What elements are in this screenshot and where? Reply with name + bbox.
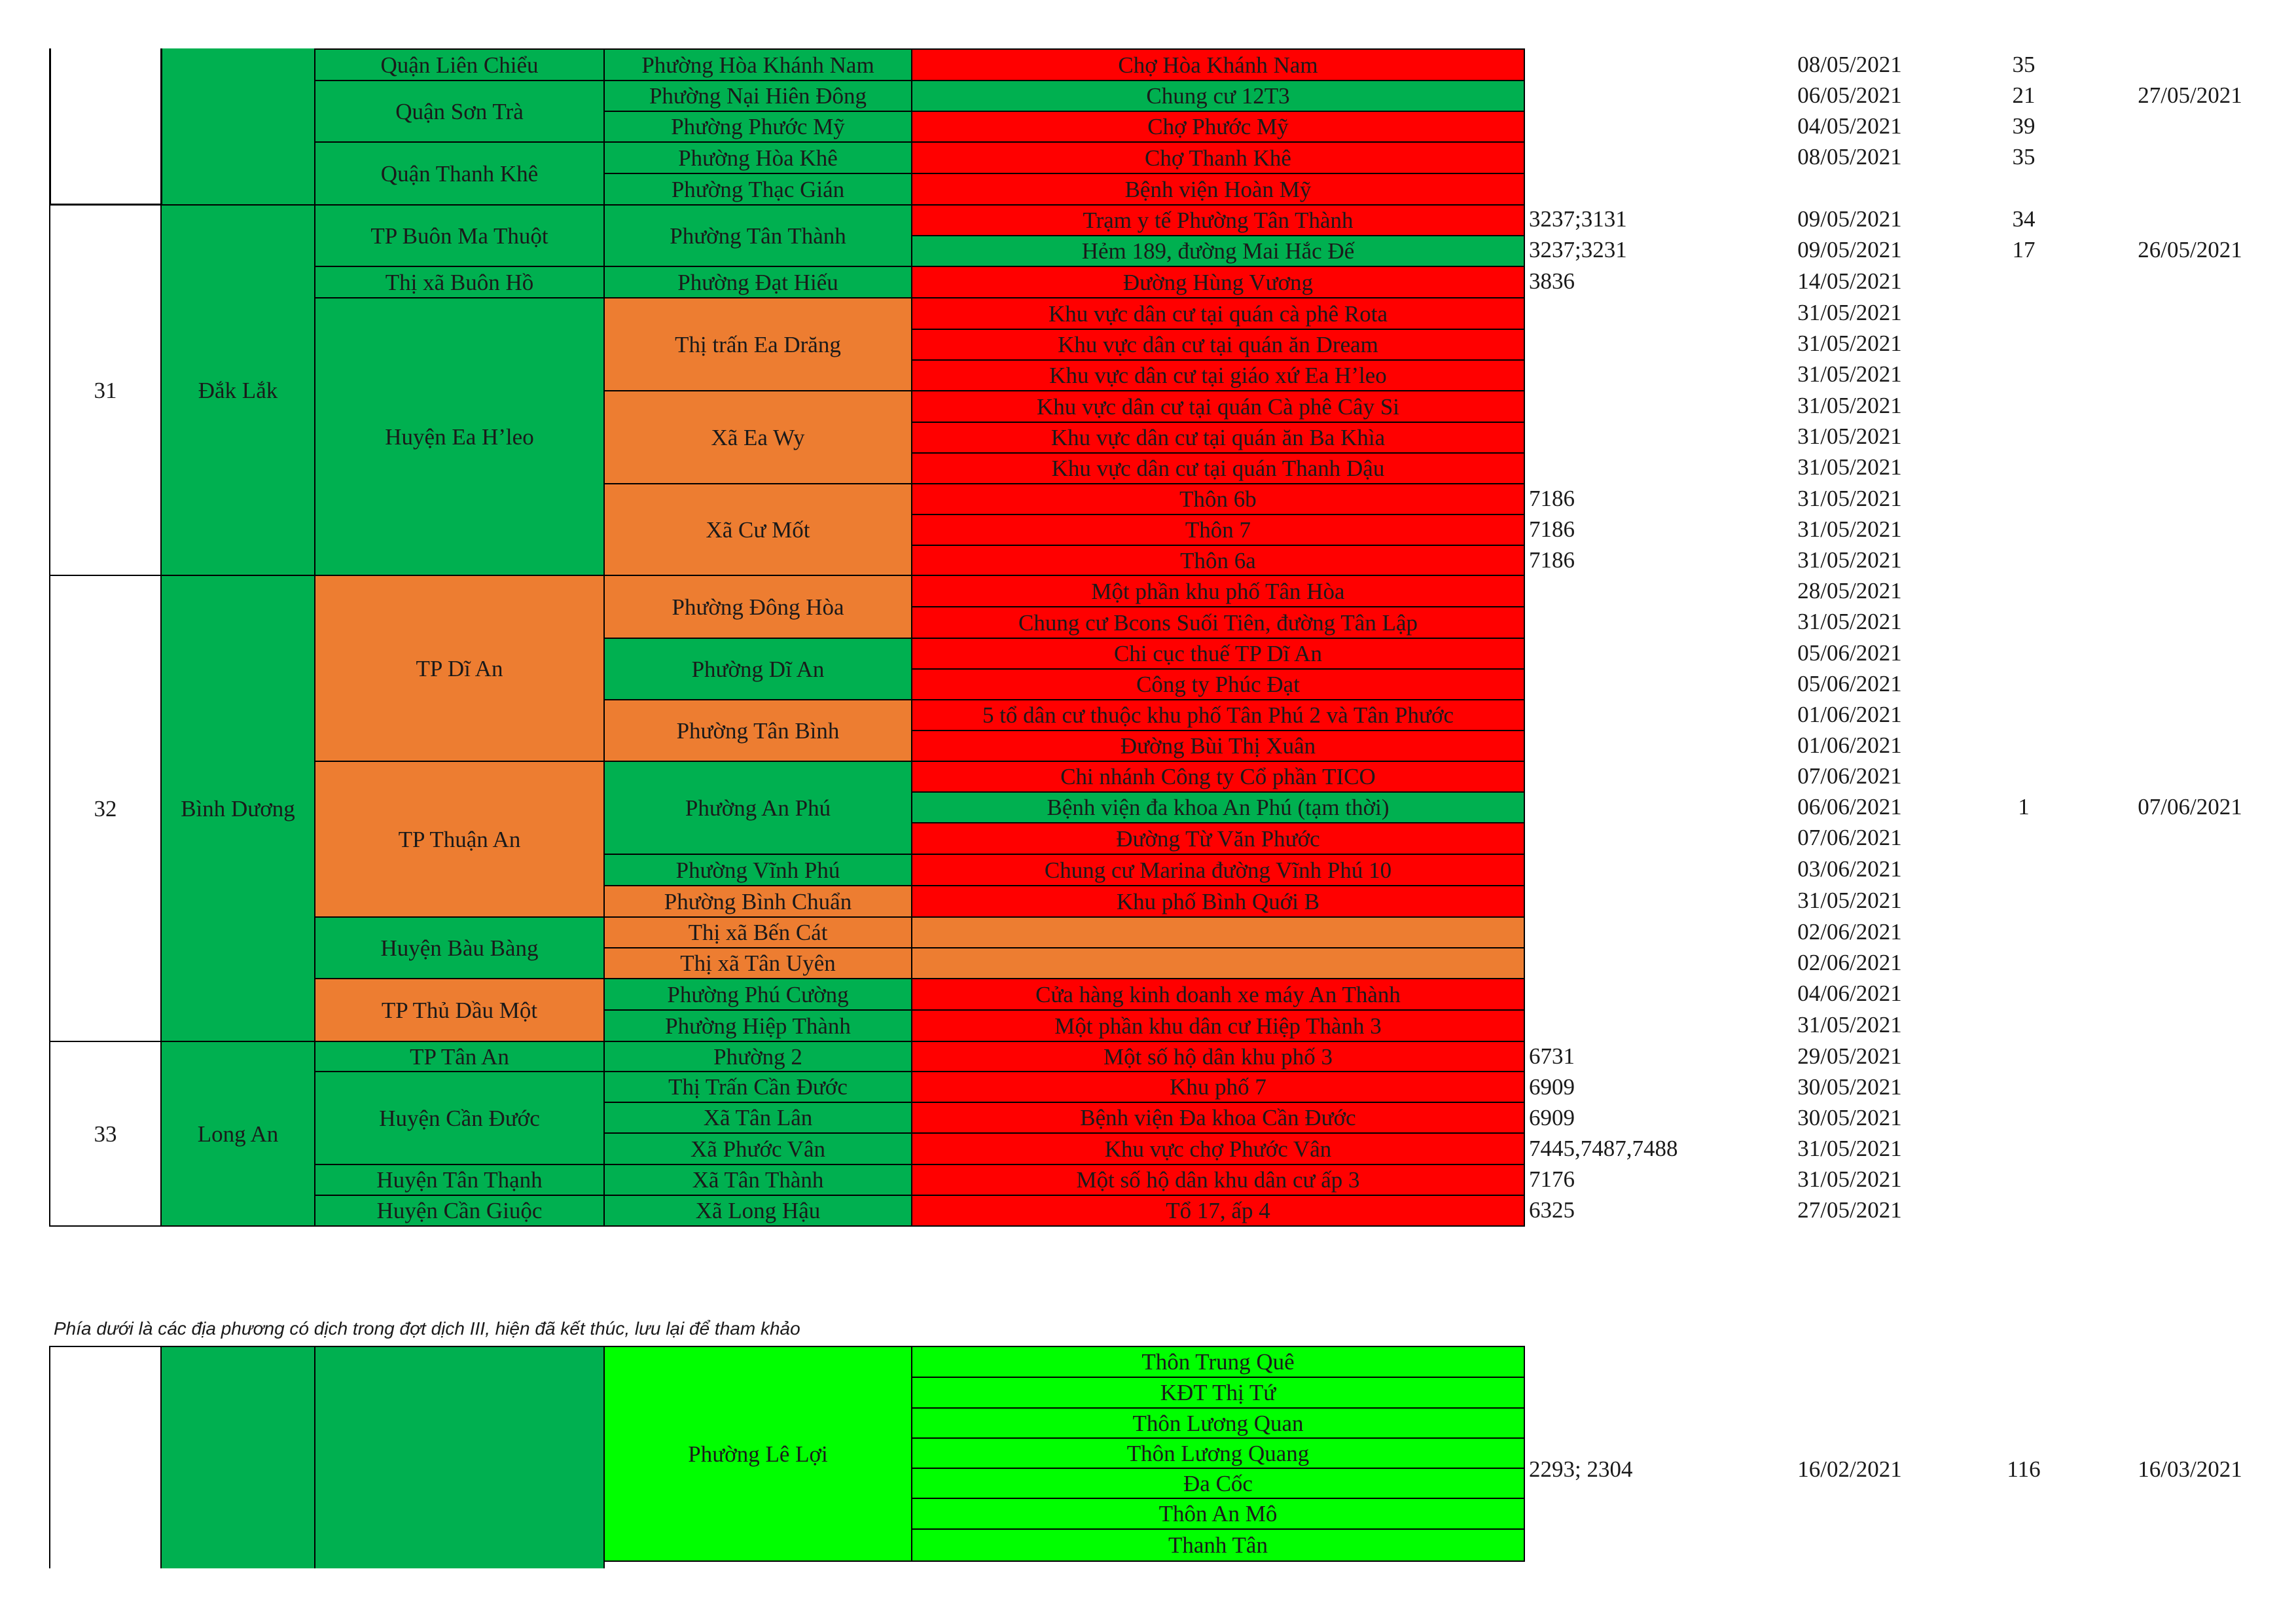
- code-text: 3237;3131: [1529, 206, 1627, 232]
- province-number-cell: 33: [49, 1041, 162, 1227]
- ward-cell: Thị xã Tân Uyên: [603, 947, 912, 979]
- archived-ward-cell: Phường Lê Lợi: [603, 1346, 912, 1562]
- location-cell: [911, 947, 1525, 979]
- archived-end-date-text: 16/03/2021: [2138, 1456, 2242, 1482]
- ward-cell: Phường Phú Cường: [603, 978, 912, 1011]
- ward-cell: Phường Bình Chuẩn: [603, 885, 912, 918]
- ward-cell: Phường Tân Bình: [603, 699, 912, 762]
- date-text: 27/05/2021: [1797, 1197, 1902, 1223]
- location-cell: Bệnh viện đa khoa An Phú (tạm thời): [911, 791, 1525, 823]
- ward-cell: Phường Đạt Hiếu: [603, 266, 912, 298]
- ward-cell: Xã Cư Mốt: [603, 483, 912, 576]
- location-cell: Khu vực chợ Phước Vân: [911, 1132, 1525, 1165]
- location-cell: Chung cư Bcons Suối Tiên, đường Tân Lập: [911, 606, 1525, 639]
- date-text: 31/05/2021: [1797, 393, 1902, 418]
- ward-cell: Xã Tân Thành: [603, 1164, 912, 1196]
- ward-cell: Phường An Phú: [603, 761, 912, 855]
- archived-location-cell: Thanh Tân: [911, 1528, 1525, 1562]
- date-text: 06/06/2021: [1797, 794, 1902, 820]
- date-text: 01/06/2021: [1797, 702, 1902, 727]
- date-text: 31/05/2021: [1797, 609, 1902, 634]
- location-cell: Thôn 7: [911, 514, 1525, 546]
- ward-cell: Phường Nại Hiên Đông: [603, 80, 912, 112]
- location-cell: Khu vực dân cư tại giáo xứ Ea H’leo: [911, 359, 1525, 391]
- location-cell: Bệnh viện Đa khoa Cần Đước: [911, 1102, 1525, 1134]
- location-cell: Chợ Thanh Khê: [911, 141, 1525, 174]
- location-cell: Đường Hùng Vương: [911, 266, 1525, 298]
- archive-note: Phía dưới là các địa phương có dịch trong đợt dịch III, hiện đã kết thúc, lưu lại để tham khảo: [54, 1318, 800, 1339]
- location-cell: Đường Bùi Thị Xuân: [911, 730, 1525, 762]
- end-date-text: 27/05/2021: [2138, 82, 2242, 108]
- date-text: 31/05/2021: [1797, 547, 1902, 573]
- count-text: 35: [2012, 144, 2036, 170]
- code-text: 6909: [1529, 1074, 1575, 1100]
- ward-cell: Xã Phước Vân: [603, 1132, 912, 1165]
- district-cell: TP Thủ Dầu Một: [314, 978, 605, 1042]
- date-text: 30/05/2021: [1797, 1105, 1902, 1130]
- date-text: 14/05/2021: [1797, 268, 1902, 294]
- archived-date-text: 16/02/2021: [1797, 1456, 1902, 1482]
- count-text: 1: [2018, 794, 2030, 820]
- count-text: 34: [2012, 206, 2036, 232]
- location-cell: Một phần khu phố Tân Hòa: [911, 575, 1525, 607]
- ward-cell: Phường Phước Mỹ: [603, 111, 912, 143]
- location-cell: Chung cư 12T3: [911, 80, 1525, 112]
- location-cell: Khu vực dân cư tại quán cà phê Rota: [911, 297, 1525, 330]
- location-cell: Thôn 6b: [911, 483, 1525, 515]
- date-text: 31/05/2021: [1797, 331, 1902, 356]
- ward-cell: Phường Dĩ An: [603, 638, 912, 700]
- end-date-text: 26/05/2021: [2138, 237, 2242, 262]
- location-cell: Một số hộ dân khu dân cư ấp 3: [911, 1164, 1525, 1196]
- district-cell: Huyện Tân Thạnh: [314, 1164, 605, 1196]
- date-text: 31/05/2021: [1797, 361, 1902, 387]
- date-text: 31/05/2021: [1797, 424, 1902, 449]
- code-text: 7186: [1529, 486, 1575, 511]
- date-text: 01/06/2021: [1797, 732, 1902, 758]
- ward-cell: Xã Long Hậu: [603, 1195, 912, 1227]
- archived-location-cell: Thôn Lương Quang: [911, 1437, 1525, 1469]
- date-text: 04/05/2021: [1797, 113, 1902, 139]
- ward-cell: Xã Ea Wy: [603, 390, 912, 484]
- location-cell: Chi nhánh Công ty Cổ phần TICO: [911, 761, 1525, 793]
- ward-cell: Phường Tân Thành: [603, 204, 912, 267]
- date-text: 09/05/2021: [1797, 237, 1902, 262]
- location-cell: Bệnh viện Hoàn Mỹ: [911, 173, 1525, 206]
- code-text: 6731: [1529, 1043, 1575, 1069]
- count-text: 35: [2012, 52, 2036, 77]
- date-text: 09/05/2021: [1797, 206, 1902, 232]
- archived-count-text: 116: [2007, 1456, 2041, 1482]
- ward-cell: Thị Trấn Cần Đước: [603, 1071, 912, 1103]
- date-text: 02/06/2021: [1797, 950, 1902, 975]
- end-date-text: 07/06/2021: [2138, 794, 2242, 820]
- ward-cell: Thị xã Bến Cát: [603, 916, 912, 948]
- location-cell: Chi cục thuế TP Dĩ An: [911, 638, 1525, 670]
- table-left-border: [49, 48, 51, 206]
- district-cell: Huyện Cần Giuộc: [314, 1195, 605, 1227]
- date-text: 31/05/2021: [1797, 1136, 1902, 1161]
- code-text: 7176: [1529, 1166, 1575, 1192]
- date-text: 08/05/2021: [1797, 144, 1902, 170]
- code-text: 7186: [1529, 547, 1575, 573]
- ward-cell: Phường Đông Hòa: [603, 575, 912, 639]
- location-cell: Thôn 6a: [911, 545, 1525, 576]
- date-text: 31/05/2021: [1797, 1166, 1902, 1192]
- district-cell: TP Tân An: [314, 1041, 605, 1072]
- date-text: 07/06/2021: [1797, 825, 1902, 850]
- date-text: 07/06/2021: [1797, 763, 1902, 789]
- date-text: 05/06/2021: [1797, 671, 1902, 696]
- location-cell: 5 tổ dân cư thuộc khu phố Tân Phú 2 và Tân Phước: [911, 699, 1525, 731]
- location-cell: Đường Từ Văn Phước: [911, 822, 1525, 855]
- archived-location-cell: Thôn An Mô: [911, 1498, 1525, 1530]
- archived-location-cell: Đa Cốc: [911, 1468, 1525, 1499]
- date-text: 06/05/2021: [1797, 82, 1902, 108]
- province-number-cell: 32: [49, 575, 162, 1042]
- date-text: 03/06/2021: [1797, 856, 1902, 882]
- location-cell: Khu vực dân cư tại quán ăn Dream: [911, 329, 1525, 361]
- date-text: 31/05/2021: [1797, 454, 1902, 480]
- date-text: 08/05/2021: [1797, 52, 1902, 77]
- location-cell: Khu vực dân cư tại quán Thanh Dậu: [911, 452, 1525, 484]
- location-cell: Công ty Phúc Đạt: [911, 668, 1525, 700]
- district-cell: Quận Sơn Trà: [314, 80, 605, 143]
- code-text: 7186: [1529, 516, 1575, 542]
- archived-district-cell: [314, 1346, 605, 1568]
- date-text: 30/05/2021: [1797, 1074, 1902, 1100]
- location-cell: Hẻm 189, đường Mai Hắc Đế: [911, 235, 1525, 267]
- district-cell: Quận Thanh Khê: [314, 141, 605, 206]
- district-cell: Huyện Bàu Bàng: [314, 916, 605, 979]
- code-text: 6909: [1529, 1105, 1575, 1130]
- location-cell: Trạm y tế Phường Tân Thành: [911, 204, 1525, 236]
- date-text: 31/05/2021: [1797, 1012, 1902, 1038]
- date-text: 05/06/2021: [1797, 640, 1902, 666]
- location-cell: Tổ 17, ấp 4: [911, 1195, 1525, 1227]
- date-text: 04/06/2021: [1797, 981, 1902, 1006]
- date-text: 31/05/2021: [1797, 486, 1902, 511]
- district-cell: Quận Liên Chiểu: [314, 48, 605, 81]
- ward-cell: Phường Thạc Gián: [603, 173, 912, 206]
- archived-province-cell: [160, 1346, 315, 1568]
- code-text: 6325: [1529, 1197, 1575, 1223]
- district-cell: Huyện Ea H’leo: [314, 297, 605, 576]
- count-text: 21: [2012, 82, 2036, 108]
- district-cell: TP Buôn Ma Thuột: [314, 204, 605, 267]
- district-cell: TP Thuận An: [314, 761, 605, 918]
- archived-location-cell: Thôn Trung Quê: [911, 1346, 1525, 1378]
- archived-location-cell: KĐT Thị Tứ: [911, 1377, 1525, 1409]
- location-cell: Chợ Phước Mỹ: [911, 111, 1525, 143]
- ward-cell: Xã Tân Lân: [603, 1102, 912, 1134]
- location-cell: Một số hộ dân khu phố 3: [911, 1041, 1525, 1072]
- location-cell: [911, 916, 1525, 948]
- archived-code-text: 2293; 2304: [1529, 1456, 1633, 1482]
- province-number-cell: 31: [49, 204, 162, 576]
- date-text: 28/05/2021: [1797, 578, 1902, 604]
- date-text: 31/05/2021: [1797, 300, 1902, 325]
- date-text: 31/05/2021: [1797, 516, 1902, 542]
- location-cell: Khu vực dân cư tại quán Cà phê Cây Si: [911, 390, 1525, 423]
- count-text: 39: [2012, 113, 2036, 139]
- district-cell: TP Dĩ An: [314, 575, 605, 762]
- district-cell: Huyện Cần Đước: [314, 1071, 605, 1165]
- code-text: 3237;3231: [1529, 237, 1627, 262]
- code-text: 7445,7487,7488: [1529, 1136, 1678, 1161]
- location-cell: Chợ Hòa Khánh Nam: [911, 48, 1525, 81]
- ward-cell: Thị trấn Ea Drăng: [603, 297, 912, 391]
- location-cell: Một phần khu dân cư Hiệp Thành 3: [911, 1009, 1525, 1042]
- ward-cell: Phường Vĩnh Phú: [603, 854, 912, 886]
- ward-cell: Phường Hòa Khánh Nam: [603, 48, 912, 81]
- ward-cell: Phường Hiệp Thành: [603, 1009, 912, 1042]
- code-text: 3836: [1529, 268, 1575, 294]
- location-cell: Cửa hàng kinh doanh xe máy An Thành: [911, 978, 1525, 1011]
- province-cell: Bình Dương: [160, 575, 315, 1042]
- location-cell: Khu vực dân cư tại quán ăn Ba Khìa: [911, 422, 1525, 454]
- province-cell: Long An: [160, 1041, 315, 1227]
- archived-number-cell: [49, 1346, 162, 1568]
- location-cell: Chung cư Marina đường Vĩnh Phú 10: [911, 854, 1525, 886]
- province-cell: [161, 48, 315, 206]
- date-text: 29/05/2021: [1797, 1043, 1902, 1069]
- location-cell: Khu phố 7: [911, 1071, 1525, 1103]
- location-cell: Khu phố Bình Quới B: [911, 885, 1525, 918]
- ward-cell: Phường Hòa Khê: [603, 141, 912, 174]
- date-text: 02/06/2021: [1797, 919, 1902, 945]
- district-cell: Thị xã Buôn Hồ: [314, 266, 605, 298]
- ward-cell: Phường 2: [603, 1041, 912, 1072]
- province-cell: Đắk Lắk: [160, 204, 315, 576]
- count-text: 17: [2012, 237, 2036, 262]
- date-text: 31/05/2021: [1797, 888, 1902, 913]
- archived-location-cell: Thôn Lương Quan: [911, 1407, 1525, 1439]
